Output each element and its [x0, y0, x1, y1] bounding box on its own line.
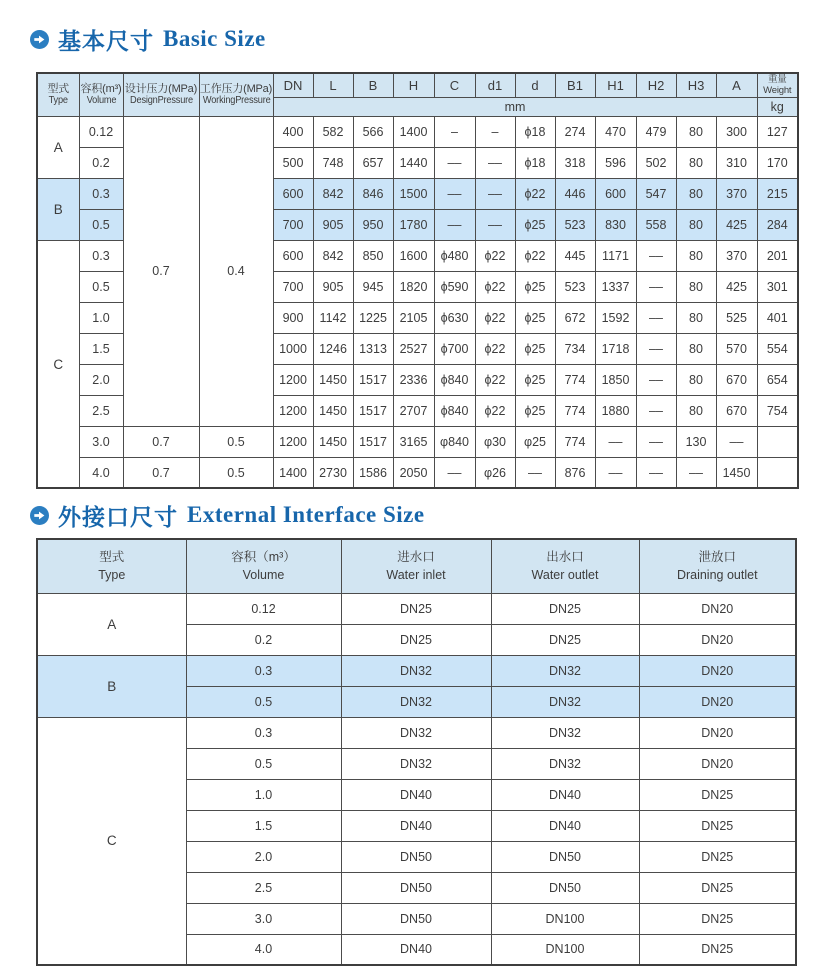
value-cell: 1400: [273, 457, 313, 488]
header-dim-DN: DN: [273, 73, 313, 97]
value-cell: 80: [676, 147, 716, 178]
value-cell: 80: [676, 395, 716, 426]
value-cell: DN40: [491, 779, 639, 810]
value-cell: DN25: [639, 934, 796, 965]
value-cell: ϕ25: [515, 271, 555, 302]
value-cell: 900: [273, 302, 313, 333]
value-cell: 700: [273, 209, 313, 240]
value-cell: φ25: [515, 426, 555, 457]
value-cell: ϕ22: [475, 271, 515, 302]
value-cell: 445: [555, 240, 595, 271]
value-cell: 905: [313, 271, 353, 302]
value-cell: DN32: [491, 655, 639, 686]
value-cell: 1592: [595, 302, 636, 333]
value-cell: DN32: [341, 686, 491, 717]
value-cell: 1850: [595, 364, 636, 395]
value-cell: ϕ25: [515, 209, 555, 240]
value-cell: ϕ18: [515, 116, 555, 147]
external-interface-header-row: [37, 539, 796, 593]
value-cell: 2527: [393, 333, 434, 364]
header-dim-H2: H2: [636, 73, 676, 97]
value-cell: 2730: [313, 457, 353, 488]
value-cell: DN32: [491, 686, 639, 717]
header-water-inlet: [341, 539, 491, 593]
design-pressure-cell: 0.7: [123, 457, 199, 488]
header-water-outlet: [491, 539, 639, 593]
working-pressure-cell: 0.4: [199, 116, 273, 426]
value-cell: 130: [676, 426, 716, 457]
header-design-zh: 设计压力(MPa): [124, 82, 198, 95]
header-type-zh: 型式: [47, 82, 70, 95]
value-cell: 1820: [393, 271, 434, 302]
header-type: [37, 73, 79, 116]
value-cell: ––: [636, 302, 676, 333]
value-cell: 300: [716, 116, 757, 147]
value-cell: ––: [716, 426, 757, 457]
value-cell: 1000: [273, 333, 313, 364]
header-volume: [79, 73, 123, 116]
volume-cell: 0.2: [186, 624, 341, 655]
value-cell: DN100: [491, 903, 639, 934]
value-cell: 1200: [273, 364, 313, 395]
value-cell: 734: [555, 333, 595, 364]
value-cell: 80: [676, 333, 716, 364]
value-cell: 80: [676, 209, 716, 240]
value-cell: 842: [313, 178, 353, 209]
header-inlet-en: Water inlet: [386, 568, 446, 583]
value-cell: DN20: [639, 593, 796, 624]
header-type-zh: 型式: [99, 549, 125, 564]
value-cell: 425: [716, 209, 757, 240]
value-cell: DN20: [639, 748, 796, 779]
value-cell: 127: [757, 116, 798, 147]
value-cell: 600: [595, 178, 636, 209]
value-cell: DN25: [491, 593, 639, 624]
value-cell: 945: [353, 271, 393, 302]
value-cell: 830: [595, 209, 636, 240]
header-drain-en: Draining outlet: [676, 568, 758, 583]
header-dim-H3: H3: [676, 73, 716, 97]
value-cell: DN20: [639, 655, 796, 686]
value-cell: 1200: [273, 426, 313, 457]
value-cell: ϕ22: [475, 302, 515, 333]
header-volume-zh: 容积(m³): [80, 82, 122, 95]
type-cell: A: [37, 593, 186, 655]
value-cell: 310: [716, 147, 757, 178]
value-cell: φ840: [434, 426, 475, 457]
value-cell: 558: [636, 209, 676, 240]
value-cell: 1246: [313, 333, 353, 364]
value-cell: 2336: [393, 364, 434, 395]
value-cell: ––: [595, 457, 636, 488]
value-cell: 600: [273, 178, 313, 209]
design-pressure-cell: 0.7: [123, 426, 199, 457]
value-cell: 370: [716, 240, 757, 271]
unit-mm: mm: [273, 97, 757, 116]
header-working-zh: 工作压力(MPa): [199, 82, 273, 95]
value-cell: ––: [636, 240, 676, 271]
value-cell: DN25: [639, 779, 796, 810]
header-design-pressure: [123, 73, 199, 116]
value-cell: ϕ840: [434, 364, 475, 395]
type-cell: B: [37, 178, 79, 240]
value-cell: ––: [636, 271, 676, 302]
value-cell: ϕ22: [515, 240, 555, 271]
value-cell: ϕ25: [515, 364, 555, 395]
value-cell: φ26: [475, 457, 515, 488]
volume-cell: 0.2: [79, 147, 123, 178]
header-volume-zh: 容积（m³）: [231, 549, 296, 564]
header-draining-outlet: [639, 539, 796, 593]
header-inlet-zh: 进水口: [397, 549, 435, 564]
value-cell: 1450: [313, 364, 353, 395]
arrow-circle-icon: [30, 506, 49, 525]
value-cell: ϕ590: [434, 271, 475, 302]
value-cell: ––: [434, 457, 475, 488]
header-type-en: Type: [98, 568, 126, 583]
volume-cell: 1.5: [186, 810, 341, 841]
header-dim-d1: d1: [475, 73, 515, 97]
value-cell: DN40: [341, 934, 491, 965]
volume-cell: 2.5: [186, 872, 341, 903]
header-volume: [186, 539, 341, 593]
value-cell: ––: [636, 364, 676, 395]
value-cell: 446: [555, 178, 595, 209]
external-interface-row: [37, 717, 796, 748]
value-cell: DN25: [341, 624, 491, 655]
value-cell: 523: [555, 209, 595, 240]
value-cell: 1450: [313, 426, 353, 457]
value-cell: 547: [636, 178, 676, 209]
value-cell: ––: [475, 147, 515, 178]
value-cell: ϕ480: [434, 240, 475, 271]
value-cell: 1880: [595, 395, 636, 426]
basic-size-header-row: [37, 73, 798, 97]
value-cell: 2707: [393, 395, 434, 426]
value-cell: 470: [595, 116, 636, 147]
value-cell: 274: [555, 116, 595, 147]
volume-cell: 0.12: [79, 116, 123, 147]
value-cell: [757, 426, 798, 457]
value-cell: 80: [676, 271, 716, 302]
volume-cell: 1.5: [79, 333, 123, 364]
header-working-pressure: [199, 73, 273, 116]
value-cell: DN20: [639, 624, 796, 655]
value-cell: DN32: [341, 655, 491, 686]
value-cell: 479: [636, 116, 676, 147]
value-cell: ϕ630: [434, 302, 475, 333]
value-cell: 318: [555, 147, 595, 178]
value-cell: DN32: [341, 748, 491, 779]
value-cell: ϕ22: [475, 395, 515, 426]
arrow-circle-icon: [30, 30, 49, 49]
value-cell: 1440: [393, 147, 434, 178]
value-cell: 600: [273, 240, 313, 271]
value-cell: 2105: [393, 302, 434, 333]
value-cell: 201: [757, 240, 798, 271]
section-title-zh: 基本尺寸: [58, 28, 154, 54]
header-outlet-zh: 出水口: [546, 549, 584, 564]
value-cell: 1171: [595, 240, 636, 271]
value-cell: ϕ22: [475, 364, 515, 395]
header-weight: [757, 73, 798, 97]
value-cell: DN32: [491, 748, 639, 779]
value-cell: –: [434, 116, 475, 147]
value-cell: ––: [636, 333, 676, 364]
value-cell: 80: [676, 302, 716, 333]
value-cell: 1313: [353, 333, 393, 364]
value-cell: 80: [676, 240, 716, 271]
type-cell: C: [37, 240, 79, 488]
value-cell: 301: [757, 271, 798, 302]
value-cell: 1517: [353, 426, 393, 457]
value-cell: ϕ25: [515, 302, 555, 333]
type-cell: B: [37, 655, 186, 717]
value-cell: 284: [757, 209, 798, 240]
value-cell: 1337: [595, 271, 636, 302]
header-type-en: Type: [48, 95, 68, 107]
value-cell: ––: [636, 426, 676, 457]
value-cell: DN20: [639, 686, 796, 717]
value-cell: ϕ18: [515, 147, 555, 178]
header-type: [37, 539, 186, 593]
value-cell: 215: [757, 178, 798, 209]
value-cell: 850: [353, 240, 393, 271]
header-dim-d: d: [515, 73, 555, 97]
value-cell: 774: [555, 395, 595, 426]
value-cell: 596: [595, 147, 636, 178]
value-cell: 950: [353, 209, 393, 240]
value-cell: 905: [313, 209, 353, 240]
value-cell: 774: [555, 364, 595, 395]
value-cell: ϕ25: [515, 333, 555, 364]
volume-cell: 1.0: [186, 779, 341, 810]
volume-cell: 4.0: [79, 457, 123, 488]
value-cell: ϕ22: [475, 333, 515, 364]
value-cell: 554: [757, 333, 798, 364]
basic-size-row: [37, 426, 798, 457]
section-title-en: External Interface Size: [187, 502, 425, 527]
header-dim-B1: B1: [555, 73, 595, 97]
value-cell: 1500: [393, 178, 434, 209]
value-cell: 500: [273, 147, 313, 178]
value-cell: 670: [716, 364, 757, 395]
basic-size-section-title: [30, 24, 266, 54]
value-cell: DN100: [491, 934, 639, 965]
value-cell: 1517: [353, 364, 393, 395]
value-cell: ϕ840: [434, 395, 475, 426]
value-cell: DN40: [491, 810, 639, 841]
value-cell: 1718: [595, 333, 636, 364]
volume-cell: 3.0: [79, 426, 123, 457]
value-cell: 672: [555, 302, 595, 333]
value-cell: 654: [757, 364, 798, 395]
value-cell: 1517: [353, 395, 393, 426]
value-cell: 1586: [353, 457, 393, 488]
working-pressure-cell: 0.5: [199, 426, 273, 457]
value-cell: 80: [676, 116, 716, 147]
value-cell: DN50: [341, 903, 491, 934]
header-working-en: WorkingPressure: [202, 95, 271, 107]
value-cell: ϕ25: [515, 395, 555, 426]
value-cell: 566: [353, 116, 393, 147]
header-dim-A: A: [716, 73, 757, 97]
value-cell: 1450: [313, 395, 353, 426]
header-weight-zh: 重量: [767, 74, 787, 85]
basic-size-row: [37, 457, 798, 488]
value-cell: 657: [353, 147, 393, 178]
basic-size-table: [36, 72, 799, 489]
unit-kg: kg: [757, 97, 798, 116]
value-cell: 1450: [716, 457, 757, 488]
value-cell: 1600: [393, 240, 434, 271]
value-cell: 876: [555, 457, 595, 488]
volume-cell: 2.5: [79, 395, 123, 426]
value-cell: ––: [434, 147, 475, 178]
value-cell: 425: [716, 271, 757, 302]
volume-cell: 0.3: [79, 240, 123, 271]
volume-cell: 0.12: [186, 593, 341, 624]
value-cell: 700: [273, 271, 313, 302]
value-cell: 370: [716, 178, 757, 209]
value-cell: DN25: [639, 872, 796, 903]
value-cell: 1225: [353, 302, 393, 333]
value-cell: ϕ700: [434, 333, 475, 364]
value-cell: 570: [716, 333, 757, 364]
value-cell: ––: [676, 457, 716, 488]
header-weight-en: Weight: [763, 85, 792, 97]
value-cell: 774: [555, 426, 595, 457]
volume-cell: 0.5: [186, 748, 341, 779]
value-cell: 754: [757, 395, 798, 426]
value-cell: 80: [676, 178, 716, 209]
header-dim-H1: H1: [595, 73, 636, 97]
value-cell: 1200: [273, 395, 313, 426]
type-cell: C: [37, 717, 186, 965]
value-cell: DN50: [341, 872, 491, 903]
value-cell: DN20: [639, 717, 796, 748]
value-cell: ––: [515, 457, 555, 488]
basic-size-row: [37, 116, 798, 147]
volume-cell: 0.5: [186, 686, 341, 717]
value-cell: ––: [475, 178, 515, 209]
working-pressure-cell: 0.5: [199, 457, 273, 488]
value-cell: ––: [636, 457, 676, 488]
value-cell: 582: [313, 116, 353, 147]
header-design-en: DesignPressure: [129, 95, 193, 107]
value-cell: ––: [475, 209, 515, 240]
header-dim-B: B: [353, 73, 393, 97]
header-volume-en: Volume: [242, 568, 285, 583]
value-cell: [757, 457, 798, 488]
value-cell: 401: [757, 302, 798, 333]
value-cell: DN50: [491, 841, 639, 872]
design-pressure-cell: 0.7: [123, 116, 199, 426]
value-cell: 846: [353, 178, 393, 209]
header-drain-zh: 泄放口: [698, 549, 736, 564]
value-cell: DN50: [491, 872, 639, 903]
value-cell: DN25: [639, 810, 796, 841]
section-title-zh: 外接口尺寸: [58, 504, 178, 530]
volume-cell: 0.5: [79, 209, 123, 240]
value-cell: ––: [434, 178, 475, 209]
value-cell: DN40: [341, 779, 491, 810]
volume-cell: 2.0: [79, 364, 123, 395]
volume-cell: 3.0: [186, 903, 341, 934]
value-cell: DN32: [491, 717, 639, 748]
external-interface-row: [37, 593, 796, 624]
value-cell: ––: [595, 426, 636, 457]
header-dim-C: C: [434, 73, 475, 97]
value-cell: DN32: [341, 717, 491, 748]
value-cell: 3165: [393, 426, 434, 457]
value-cell: φ30: [475, 426, 515, 457]
value-cell: 502: [636, 147, 676, 178]
value-cell: 1780: [393, 209, 434, 240]
header-dim-L: L: [313, 73, 353, 97]
value-cell: 523: [555, 271, 595, 302]
value-cell: 1400: [393, 116, 434, 147]
value-cell: DN25: [639, 903, 796, 934]
value-cell: 170: [757, 147, 798, 178]
value-cell: ϕ22: [515, 178, 555, 209]
section-title-en: Basic Size: [163, 26, 266, 51]
value-cell: ϕ22: [475, 240, 515, 271]
header-volume-en: Volume: [86, 95, 116, 107]
volume-cell: 1.0: [79, 302, 123, 333]
value-cell: 80: [676, 364, 716, 395]
volume-cell: 0.3: [186, 717, 341, 748]
volume-cell: 0.5: [79, 271, 123, 302]
value-cell: 525: [716, 302, 757, 333]
value-cell: ––: [434, 209, 475, 240]
volume-cell: 0.3: [79, 178, 123, 209]
external-interface-row: [37, 655, 796, 686]
value-cell: DN40: [341, 810, 491, 841]
value-cell: –: [475, 116, 515, 147]
external-interface-section-title: [30, 500, 425, 530]
external-interface-table: [36, 538, 797, 966]
value-cell: ––: [636, 395, 676, 426]
value-cell: DN25: [491, 624, 639, 655]
volume-cell: 0.3: [186, 655, 341, 686]
header-outlet-en: Water outlet: [531, 568, 599, 583]
value-cell: DN25: [639, 841, 796, 872]
value-cell: 842: [313, 240, 353, 271]
type-cell: A: [37, 116, 79, 178]
value-cell: 748: [313, 147, 353, 178]
value-cell: 400: [273, 116, 313, 147]
volume-cell: 4.0: [186, 934, 341, 965]
value-cell: 670: [716, 395, 757, 426]
volume-cell: 2.0: [186, 841, 341, 872]
value-cell: DN25: [341, 593, 491, 624]
value-cell: DN50: [341, 841, 491, 872]
value-cell: 2050: [393, 457, 434, 488]
header-dim-H: H: [393, 73, 434, 97]
value-cell: 1142: [313, 302, 353, 333]
